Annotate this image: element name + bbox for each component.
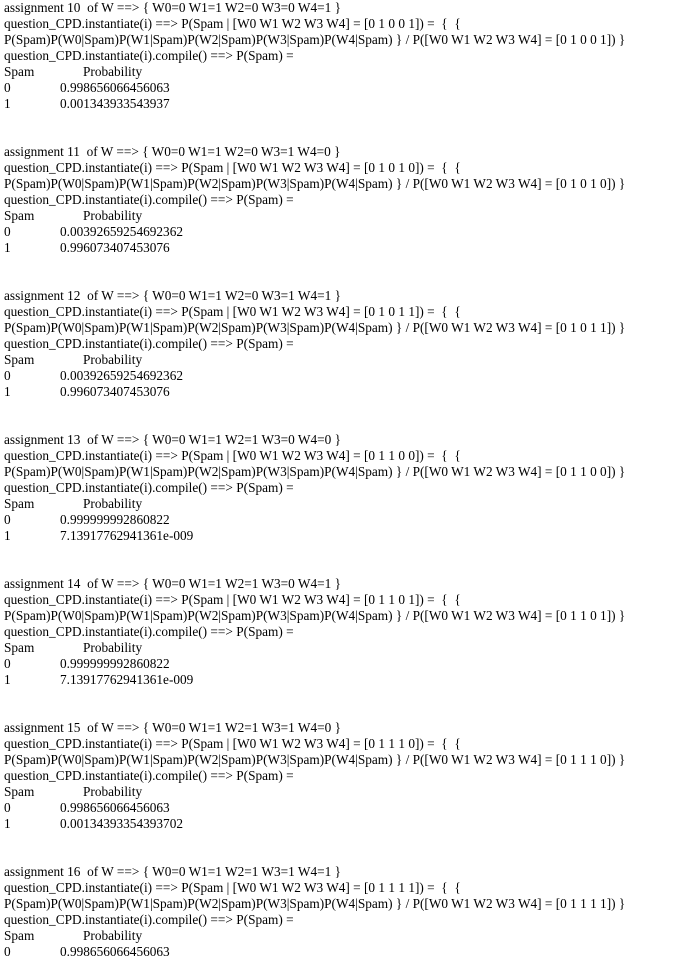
column-header-probability: Probability bbox=[83, 352, 143, 367]
probability-value: 7.13917762941361e-009 bbox=[60, 672, 194, 687]
probability-value: 0.998656066456063 bbox=[60, 80, 170, 95]
formula-line: P(Spam)P(W0|Spam)P(W1|Spam)P(W2|Spam)P(W3|Spam)P(W4|Spam) } / P([W0 W1 W2 W3 W4] = [0 1 1 1 1]) } bbox=[4, 896, 626, 911]
table-row bbox=[4, 816, 680, 832]
compile-line: question_CPD.instantiate(i).compile() ==> P(Spam) = bbox=[4, 768, 294, 783]
assignment-line: assignment 12 of W ==> { W0=0 W1=1 W2=0 W3=1 W4=1 } bbox=[4, 288, 341, 303]
column-header-spam: Spam bbox=[4, 208, 35, 223]
table-row bbox=[4, 528, 680, 544]
spam-value: 1 bbox=[4, 816, 11, 831]
assignment-block bbox=[4, 432, 680, 544]
column-header-probability: Probability bbox=[83, 64, 143, 79]
instantiate-line: question_CPD.instantiate(i) ==> P(Spam | [W0 W1 W2 W3 W4] = [0 1 1 0 1]) = { { bbox=[4, 592, 461, 607]
compile-line: question_CPD.instantiate(i).compile() ==> P(Spam) = bbox=[4, 912, 294, 927]
table-header bbox=[4, 64, 680, 80]
formula-line: P(Spam)P(W0|Spam)P(W1|Spam)P(W2|Spam)P(W3|Spam)P(W4|Spam) } / P([W0 W1 W2 W3 W4] = [0 1 1 0 1]) } bbox=[4, 608, 626, 623]
table-header bbox=[4, 784, 680, 800]
assignment-block bbox=[4, 576, 680, 688]
assignment-block bbox=[4, 864, 680, 960]
column-header-spam: Spam bbox=[4, 496, 35, 511]
instantiate-line: question_CPD.instantiate(i) ==> P(Spam | [W0 W1 W2 W3 W4] = [0 1 1 0 0]) = { { bbox=[4, 448, 461, 463]
formula-line: P(Spam)P(W0|Spam)P(W1|Spam)P(W2|Spam)P(W3|Spam)P(W4|Spam) } / P([W0 W1 W2 W3 W4] = [0 1 1 1 0]) } bbox=[4, 752, 626, 767]
assignment-block bbox=[4, 0, 680, 112]
table-row bbox=[4, 800, 680, 816]
column-header-spam: Spam bbox=[4, 64, 35, 79]
table-header bbox=[4, 496, 680, 512]
spam-value: 0 bbox=[4, 800, 11, 815]
spam-value: 1 bbox=[4, 672, 11, 687]
probability-value: 7.13917762941361e-009 bbox=[60, 528, 194, 543]
column-header-spam: Spam bbox=[4, 784, 35, 799]
instantiate-line: question_CPD.instantiate(i) ==> P(Spam | [W0 W1 W2 W3 W4] = [0 1 0 0 1]) = { { bbox=[4, 16, 461, 31]
assignment-line: assignment 10 of W ==> { W0=0 W1=1 W2=0 W3=0 W4=1 } bbox=[4, 0, 341, 15]
spam-value: 1 bbox=[4, 384, 11, 399]
instantiate-line: question_CPD.instantiate(i) ==> P(Spam | [W0 W1 W2 W3 W4] = [0 1 1 1 1]) = { { bbox=[4, 880, 461, 895]
assignment-line: assignment 11 of W ==> { W0=0 W1=1 W2=0 W3=1 W4=0 } bbox=[4, 144, 341, 159]
table-row bbox=[4, 672, 680, 688]
table-row bbox=[4, 944, 680, 960]
formula-line: P(Spam)P(W0|Spam)P(W1|Spam)P(W2|Spam)P(W3|Spam)P(W4|Spam) } / P([W0 W1 W2 W3 W4] = [0 1 1 0 0]) } bbox=[4, 464, 626, 479]
table-header bbox=[4, 208, 680, 224]
probability-value: 0.001343933543937 bbox=[60, 96, 170, 111]
column-header-spam: Spam bbox=[4, 928, 35, 943]
compile-line: question_CPD.instantiate(i).compile() ==> P(Spam) = bbox=[4, 336, 294, 351]
column-header-spam: Spam bbox=[4, 640, 35, 655]
table-header bbox=[4, 352, 680, 368]
table-row bbox=[4, 368, 680, 384]
table-header bbox=[4, 640, 680, 656]
column-header-probability: Probability bbox=[83, 928, 143, 943]
spam-value: 1 bbox=[4, 240, 11, 255]
compile-line: question_CPD.instantiate(i).compile() ==> P(Spam) = bbox=[4, 48, 294, 63]
table-row bbox=[4, 656, 680, 672]
table-row bbox=[4, 240, 680, 256]
probability-value: 0.996073407453076 bbox=[60, 240, 170, 255]
probability-value: 0.00392659254692362 bbox=[60, 368, 183, 383]
assignment-line: assignment 15 of W ==> { W0=0 W1=1 W2=1 W3=1 W4=0 } bbox=[4, 720, 341, 735]
instantiate-line: question_CPD.instantiate(i) ==> P(Spam | [W0 W1 W2 W3 W4] = [0 1 1 1 0]) = { { bbox=[4, 736, 461, 751]
assignment-block bbox=[4, 144, 680, 256]
probability-value: 0.998656066456063 bbox=[60, 944, 170, 959]
spam-value: 0 bbox=[4, 368, 11, 383]
spam-value: 0 bbox=[4, 944, 11, 959]
instantiate-line: question_CPD.instantiate(i) ==> P(Spam | [W0 W1 W2 W3 W4] = [0 1 0 1 0]) = { { bbox=[4, 160, 461, 175]
formula-line: P(Spam)P(W0|Spam)P(W1|Spam)P(W2|Spam)P(W3|Spam)P(W4|Spam) } / P([W0 W1 W2 W3 W4] = [0 1 0 1 1]) } bbox=[4, 320, 626, 335]
table-header bbox=[4, 928, 680, 944]
compile-line: question_CPD.instantiate(i).compile() ==> P(Spam) = bbox=[4, 624, 294, 639]
probability-value: 0.00134393354393702 bbox=[60, 816, 183, 831]
spam-value: 0 bbox=[4, 224, 11, 239]
probability-value: 0.999999992860822 bbox=[60, 512, 170, 527]
table-row bbox=[4, 512, 680, 528]
column-header-probability: Probability bbox=[83, 784, 143, 799]
compile-line: question_CPD.instantiate(i).compile() ==> P(Spam) = bbox=[4, 192, 294, 207]
assignment-line: assignment 16 of W ==> { W0=0 W1=1 W2=1 W3=1 W4=1 } bbox=[4, 864, 341, 879]
spam-value: 1 bbox=[4, 96, 11, 111]
probability-value: 0.998656066456063 bbox=[60, 800, 170, 815]
instantiate-line: question_CPD.instantiate(i) ==> P(Spam | [W0 W1 W2 W3 W4] = [0 1 0 1 1]) = { { bbox=[4, 304, 461, 319]
column-header-probability: Probability bbox=[83, 640, 143, 655]
spam-value: 0 bbox=[4, 80, 11, 95]
formula-line: P(Spam)P(W0|Spam)P(W1|Spam)P(W2|Spam)P(W3|Spam)P(W4|Spam) } / P([W0 W1 W2 W3 W4] = [0 1 0 0 1]) } bbox=[4, 32, 626, 47]
compile-line: question_CPD.instantiate(i).compile() ==> P(Spam) = bbox=[4, 480, 294, 495]
probability-value: 0.00392659254692362 bbox=[60, 224, 183, 239]
column-header-probability: Probability bbox=[83, 208, 143, 223]
assignment-block bbox=[4, 288, 680, 400]
column-header-probability: Probability bbox=[83, 496, 143, 511]
spam-value: 0 bbox=[4, 512, 11, 527]
table-row bbox=[4, 384, 680, 400]
assignment-block bbox=[4, 720, 680, 832]
assignment-line: assignment 13 of W ==> { W0=0 W1=1 W2=1 W3=0 W4=0 } bbox=[4, 432, 341, 447]
formula-line: P(Spam)P(W0|Spam)P(W1|Spam)P(W2|Spam)P(W3|Spam)P(W4|Spam) } / P([W0 W1 W2 W3 W4] = [0 1 0 1 0]) } bbox=[4, 176, 626, 191]
spam-value: 1 bbox=[4, 528, 11, 543]
table-row bbox=[4, 224, 680, 240]
probability-value: 0.996073407453076 bbox=[60, 384, 170, 399]
table-row bbox=[4, 96, 680, 112]
assignment-line: assignment 14 of W ==> { W0=0 W1=1 W2=1 W3=0 W4=1 } bbox=[4, 576, 341, 591]
column-header-spam: Spam bbox=[4, 352, 35, 367]
table-row bbox=[4, 80, 680, 96]
spam-value: 0 bbox=[4, 656, 11, 671]
probability-value: 0.999999992860822 bbox=[60, 656, 170, 671]
